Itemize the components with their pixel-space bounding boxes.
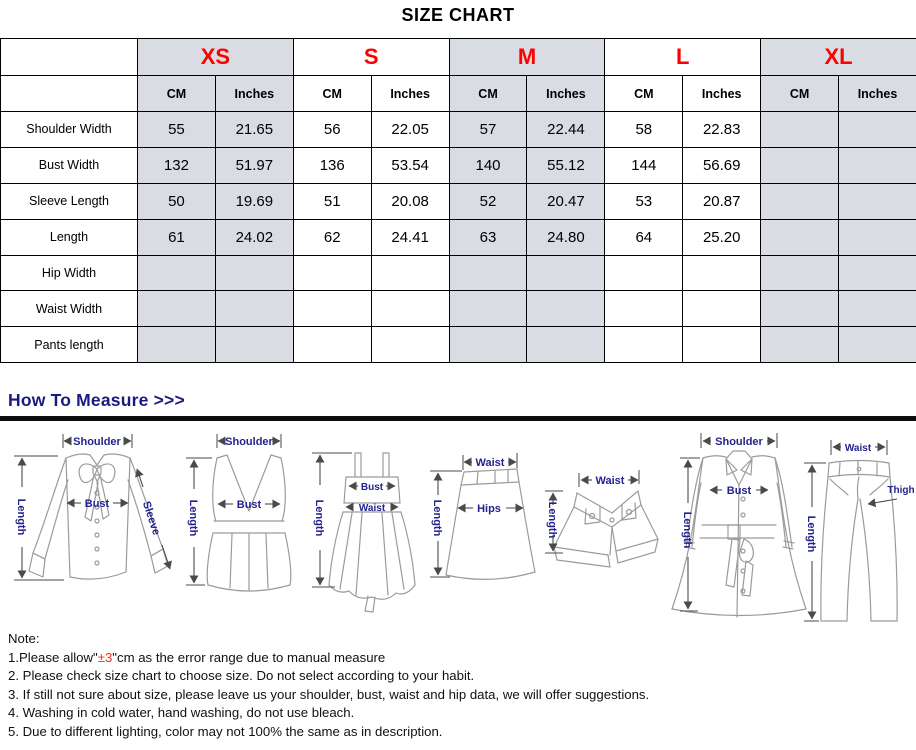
size-value-cell: 24.02 bbox=[215, 219, 293, 255]
cami-length-label: Length bbox=[313, 499, 325, 537]
table-row bbox=[1, 327, 916, 363]
cami-waist-label: Waist bbox=[358, 503, 386, 514]
unit-header: CM bbox=[138, 76, 216, 112]
unit-header: Inches bbox=[839, 76, 916, 112]
size-value-cell: 57 bbox=[449, 112, 527, 148]
blouse-illustration bbox=[14, 434, 170, 580]
size-value-cell bbox=[449, 327, 527, 363]
size-value-cell bbox=[839, 183, 916, 219]
size-value-cell bbox=[293, 291, 371, 327]
size-table-head bbox=[1, 39, 916, 112]
coat-length-label: Length bbox=[681, 511, 693, 549]
note-line-2: 2. Please check size chart to choose size. Do not select according to your habit. bbox=[8, 668, 475, 684]
size-value-cell: 136 bbox=[293, 147, 371, 183]
size-value-cell bbox=[371, 255, 449, 291]
shorts-illustration bbox=[545, 470, 658, 567]
size-header-m: M bbox=[449, 39, 605, 76]
row-label: Waist Width bbox=[1, 291, 138, 327]
size-value-cell bbox=[761, 291, 839, 327]
size-value-cell bbox=[839, 291, 916, 327]
size-value-cell: 21.65 bbox=[215, 112, 293, 148]
skirt-length-label: Length bbox=[431, 499, 443, 537]
skirt-hips-label: Hips bbox=[477, 503, 501, 515]
size-value-cell bbox=[605, 291, 683, 327]
coat-shoulder-label: Shoulder bbox=[715, 436, 763, 448]
row-label: Pants length bbox=[1, 327, 138, 363]
size-value-cell bbox=[605, 327, 683, 363]
size-value-cell bbox=[761, 112, 839, 148]
cami-bust-label: Bust bbox=[360, 482, 384, 493]
size-value-cell: 19.69 bbox=[215, 183, 293, 219]
size-value-cell bbox=[683, 327, 761, 363]
unit-header: CM bbox=[605, 76, 683, 112]
table-row bbox=[1, 112, 916, 148]
table-row bbox=[1, 291, 916, 327]
page-title: SIZE CHART bbox=[401, 5, 515, 25]
size-value-cell: 24.80 bbox=[527, 219, 605, 255]
pants-thigh-label: Thigh bbox=[887, 485, 915, 496]
size-value-cell: 140 bbox=[449, 147, 527, 183]
size-value-cell: 64 bbox=[605, 219, 683, 255]
notes-heading: Note: bbox=[8, 631, 40, 646]
corner-cell bbox=[1, 76, 138, 112]
pants-length-label: Length bbox=[805, 515, 817, 553]
note-line-4: 4. Washing in cold water, hand washing, do not use bleach. bbox=[8, 705, 355, 721]
table-row bbox=[1, 219, 916, 255]
unit-header: Inches bbox=[371, 76, 449, 112]
size-header-l: L bbox=[605, 39, 761, 76]
size-value-cell bbox=[527, 327, 605, 363]
unit-header: Inches bbox=[683, 76, 761, 112]
size-value-cell: 51.97 bbox=[215, 147, 293, 183]
pants-illustration bbox=[804, 440, 915, 621]
row-label: Length bbox=[1, 219, 138, 255]
note-1-tolerance: ±3 bbox=[97, 649, 113, 665]
size-header-s: S bbox=[293, 39, 449, 76]
size-value-cell bbox=[683, 291, 761, 327]
size-value-cell bbox=[138, 291, 216, 327]
size-header-xs: XS bbox=[138, 39, 294, 76]
note-1-prefix: 1.Please allow" bbox=[8, 649, 98, 665]
size-value-cell bbox=[215, 291, 293, 327]
size-value-cell bbox=[138, 255, 216, 291]
blouse-bust-label: Bust bbox=[84, 498, 110, 510]
size-value-cell: 51 bbox=[293, 183, 371, 219]
row-label: Shoulder Width bbox=[1, 112, 138, 148]
size-value-cell bbox=[293, 327, 371, 363]
shorts-length-label: Length bbox=[546, 501, 558, 539]
size-value-cell bbox=[449, 291, 527, 327]
size-value-cell bbox=[605, 255, 683, 291]
blouse-sleeve-label: Sleeve bbox=[139, 499, 163, 537]
size-header-xl: XL bbox=[761, 39, 916, 76]
size-value-cell bbox=[293, 255, 371, 291]
table-row bbox=[1, 183, 916, 219]
unit-header: Inches bbox=[527, 76, 605, 112]
size-value-cell: 20.47 bbox=[527, 183, 605, 219]
unit-header: Inches bbox=[215, 76, 293, 112]
size-value-cell: 25.20 bbox=[683, 219, 761, 255]
row-label: Hip Width bbox=[1, 255, 138, 291]
row-label: Sleeve Length bbox=[1, 183, 138, 219]
size-value-cell bbox=[683, 255, 761, 291]
size-value-cell bbox=[527, 291, 605, 327]
note-line-5: 5. Due to different lighting, color may not 100% the same as in description. bbox=[8, 723, 443, 739]
size-value-cell bbox=[371, 291, 449, 327]
note-1-suffix: "cm as the error range due to manual measure bbox=[112, 649, 386, 665]
tank-length-label: Length bbox=[187, 499, 199, 537]
size-value-cell bbox=[839, 219, 916, 255]
size-value-cell: 56.69 bbox=[683, 147, 761, 183]
tank-bust-label: Bust bbox=[236, 499, 262, 511]
size-table bbox=[0, 38, 916, 363]
size-value-cell: 62 bbox=[293, 219, 371, 255]
size-value-cell: 144 bbox=[605, 147, 683, 183]
size-value-cell bbox=[761, 183, 839, 219]
divider-line bbox=[0, 416, 916, 421]
size-value-cell: 22.05 bbox=[371, 112, 449, 148]
table-row bbox=[1, 255, 916, 291]
size-value-cell bbox=[371, 327, 449, 363]
size-table-body bbox=[1, 112, 916, 363]
size-value-cell: 50 bbox=[138, 183, 216, 219]
size-value-cell: 53 bbox=[605, 183, 683, 219]
size-value-cell: 20.08 bbox=[371, 183, 449, 219]
size-value-cell bbox=[839, 255, 916, 291]
tank-top-illustration bbox=[186, 434, 291, 591]
size-value-cell bbox=[449, 255, 527, 291]
blouse-length-label: Length bbox=[15, 498, 27, 536]
pants-waist-label: Waist bbox=[844, 443, 872, 454]
table-row bbox=[1, 147, 916, 183]
note-line-1 bbox=[8, 649, 908, 668]
size-value-cell bbox=[761, 147, 839, 183]
notes-section bbox=[8, 630, 908, 742]
skirt-illustration bbox=[430, 453, 535, 579]
size-value-cell bbox=[839, 112, 916, 148]
size-value-cell: 58 bbox=[605, 112, 683, 148]
size-value-cell bbox=[839, 327, 916, 363]
shorts-waist-label: Waist bbox=[595, 475, 625, 487]
unit-header: CM bbox=[449, 76, 527, 112]
coat-illustration bbox=[672, 433, 806, 617]
measure-illustrations bbox=[0, 425, 916, 630]
size-value-cell: 132 bbox=[138, 147, 216, 183]
coat-bust-label: Bust bbox=[726, 485, 752, 497]
size-value-cell: 22.44 bbox=[527, 112, 605, 148]
size-value-cell bbox=[215, 255, 293, 291]
skirt-waist-label: Waist bbox=[475, 457, 505, 469]
unit-header-row bbox=[1, 76, 916, 112]
row-label: Bust Width bbox=[1, 147, 138, 183]
size-value-cell bbox=[839, 147, 916, 183]
size-header-row bbox=[1, 39, 916, 76]
size-value-cell bbox=[761, 255, 839, 291]
unit-header: CM bbox=[293, 76, 371, 112]
size-value-cell: 22.83 bbox=[683, 112, 761, 148]
size-value-cell: 56 bbox=[293, 112, 371, 148]
size-value-cell: 63 bbox=[449, 219, 527, 255]
size-value-cell bbox=[527, 255, 605, 291]
size-value-cell: 55 bbox=[138, 112, 216, 148]
size-value-cell: 20.87 bbox=[683, 183, 761, 219]
size-value-cell: 55.12 bbox=[527, 147, 605, 183]
size-value-cell bbox=[761, 219, 839, 255]
size-value-cell bbox=[138, 327, 216, 363]
how-to-measure-heading: How To Measure >>> bbox=[8, 390, 185, 410]
corner-cell bbox=[1, 39, 138, 76]
size-value-cell: 24.41 bbox=[371, 219, 449, 255]
cami-dress-illustration bbox=[312, 453, 415, 612]
note-line-3: 3. If still not sure about size, please leave us your shoulder, bust, waist and hip data, we will offer suggestions. bbox=[8, 686, 650, 702]
size-value-cell bbox=[215, 327, 293, 363]
size-value-cell bbox=[761, 327, 839, 363]
blouse-shoulder-label: Shoulder bbox=[73, 436, 121, 448]
size-value-cell: 52 bbox=[449, 183, 527, 219]
size-value-cell: 61 bbox=[138, 219, 216, 255]
unit-header: CM bbox=[761, 76, 839, 112]
size-value-cell: 53.54 bbox=[371, 147, 449, 183]
tank-shoulder-label: Shoulder bbox=[225, 436, 273, 448]
